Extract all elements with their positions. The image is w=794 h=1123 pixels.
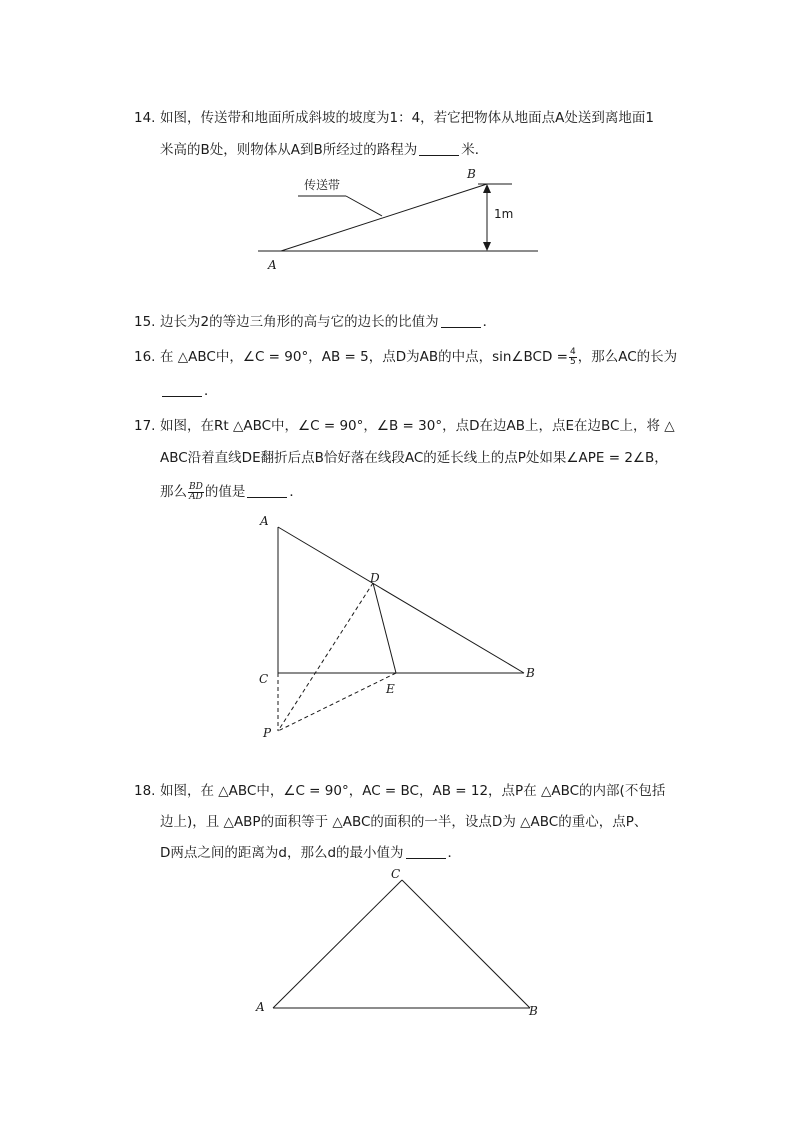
q16-line1-text: 在 △ABC中，∠C = 90°，AB = 5，点D为AB的中点，sin∠BCD = [160, 349, 568, 365]
q14-point-B: B [467, 167, 476, 181]
q18-side-CB [402, 880, 530, 1008]
q14-point-A: A [268, 258, 277, 272]
q18-line3-end: ． [447, 845, 462, 861]
q17-number: 17. [134, 418, 156, 434]
q17-line3-end: ． [289, 484, 303, 500]
q17-point-D: D [370, 571, 380, 585]
q17-point-P: P [263, 726, 272, 740]
q14-line2-text: 米高的B处，则物体从A到B所经过的路程为 [160, 142, 418, 158]
q18-point-C: C [391, 867, 401, 881]
q14-line2-end: 米． [461, 142, 489, 158]
q18-line2: 边上)，且 △ABP的面积等于 △ABC的面积的一半，设点D为 △ABC的重心，点P、 [160, 814, 648, 830]
q16-fraction: $\frac{4}{5}$ [569, 346, 576, 367]
q17-point-C: C [259, 672, 269, 686]
q14-height-label: 1m [494, 207, 514, 221]
q17-point-A: A [260, 514, 269, 528]
q15-line1-text: 边长为2的等边三角形的高与它的边长的比值为 [160, 314, 439, 330]
q17-line3-mid: 的值是 [204, 484, 246, 500]
q16-number: 16. [134, 349, 156, 365]
q17-point-B: B [526, 666, 535, 680]
q16-line1-end: ，那么AC的长为 [577, 349, 678, 365]
q17-line1: 如图，在Rt △ABC中，∠C = 90°，∠B = 30°，点D在边AB上，点E在边BC上，将 △ [160, 418, 675, 434]
q18-number: 18. [134, 783, 156, 799]
q15-number: 15. [134, 314, 156, 330]
q18-point-B: B [529, 1004, 538, 1018]
q17-point-E: E [386, 682, 395, 696]
q18-side-AC [273, 880, 402, 1008]
q17-line3-text: 那么 [160, 484, 187, 500]
q15-line1-end: ． [482, 314, 497, 330]
q18-line1: 如图，在 △ABC中，∠C = 90°，AC = BC，AB = 12，点P在 △ABC的内部(不包括 [160, 783, 666, 799]
q18-point-A: A [256, 1000, 265, 1014]
q17-line2: ABC沿着直线DE翻折后点B恰好落在线段AC的延长线上的点P处如果∠APE = 2∠B， [160, 450, 668, 466]
q18-line3-text: D两点之间的距离为d，那么d的最小值为 [160, 845, 404, 861]
q14-number: 14. [134, 110, 156, 126]
q14-line1: 如图，传送带和地面所成斜坡的坡度为1：4，若它把物体从地面点A处送到离地面1 [160, 110, 655, 126]
q17-fraction: $\frac{BD}{AD}$ [189, 481, 203, 502]
q16-line2-end: ． [204, 383, 218, 399]
q14-conveyor-label: 传送带 [304, 178, 341, 192]
